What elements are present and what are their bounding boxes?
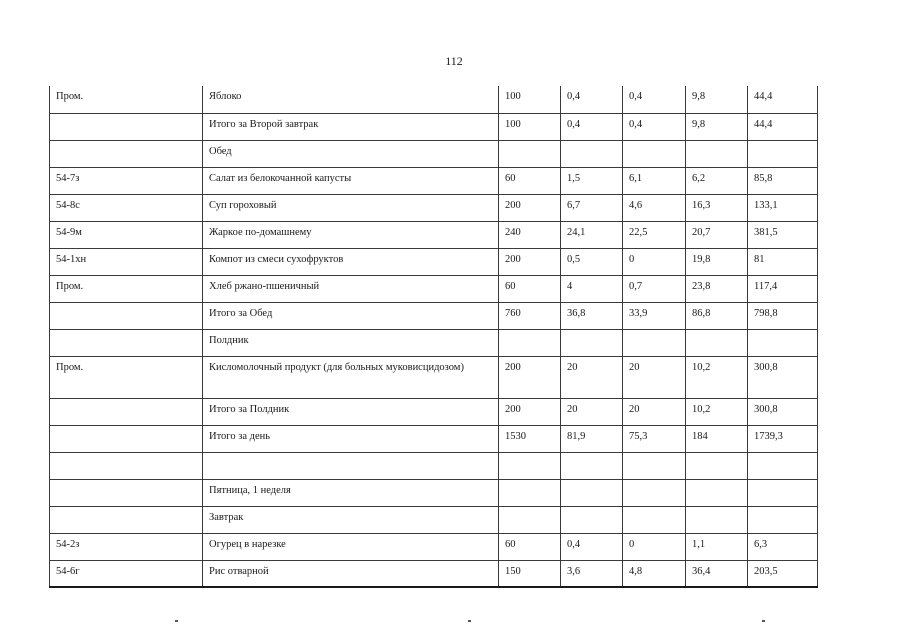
energy-cell: 133,1: [748, 194, 818, 221]
dish-name-cell: Завтрак: [203, 506, 499, 533]
fat-cell: 33,9: [623, 302, 686, 329]
menu-table: [49, 86, 818, 588]
protein-cell: 24,1: [561, 221, 623, 248]
dish-name-cell: [203, 452, 499, 479]
dish-name-cell: Суп гороховый: [203, 194, 499, 221]
protein-cell: 0,4: [561, 533, 623, 560]
recipe-code-cell: [50, 329, 203, 356]
protein-cell: [561, 329, 623, 356]
recipe-code-cell: 54-9м: [50, 221, 203, 248]
table-row: [50, 506, 818, 533]
table-row: [50, 452, 818, 479]
energy-cell: [748, 140, 818, 167]
weight-cell: [499, 479, 561, 506]
scan-mark: [175, 620, 178, 622]
table-row: [50, 194, 818, 221]
fat-cell: [623, 452, 686, 479]
dish-name-cell: Салат из белокочанной капусты: [203, 167, 499, 194]
carbs-cell: 36,4: [686, 560, 748, 587]
protein-cell: 6,7: [561, 194, 623, 221]
weight-cell: 60: [499, 275, 561, 302]
weight-cell: 200: [499, 248, 561, 275]
dish-name-cell: Итого за день: [203, 425, 499, 452]
fat-cell: [623, 506, 686, 533]
energy-cell: 300,8: [748, 356, 818, 398]
recipe-code-cell: 54-8с: [50, 194, 203, 221]
table-row: [50, 329, 818, 356]
recipe-code-cell: 54-7з: [50, 167, 203, 194]
table-row: [50, 356, 818, 398]
protein-cell: 1,5: [561, 167, 623, 194]
protein-cell: 0,5: [561, 248, 623, 275]
carbs-cell: [686, 479, 748, 506]
table-row: [50, 86, 818, 113]
weight-cell: 200: [499, 398, 561, 425]
weight-cell: 100: [499, 86, 561, 113]
fat-cell: 0: [623, 533, 686, 560]
energy-cell: 1739,3: [748, 425, 818, 452]
recipe-code-cell: [50, 302, 203, 329]
energy-cell: 44,4: [748, 113, 818, 140]
table-row: [50, 275, 818, 302]
weight-cell: 1530: [499, 425, 561, 452]
dish-name-cell: Хлеб ржано-пшеничный: [203, 275, 499, 302]
recipe-code-cell: Пром.: [50, 86, 203, 113]
weight-cell: 150: [499, 560, 561, 587]
table-row: [50, 140, 818, 167]
scan-mark: [762, 620, 765, 622]
energy-cell: 85,8: [748, 167, 818, 194]
carbs-cell: [686, 140, 748, 167]
fat-cell: 0,4: [623, 113, 686, 140]
table-row: [50, 221, 818, 248]
protein-cell: 0,4: [561, 86, 623, 113]
energy-cell: [748, 329, 818, 356]
table-row: [50, 302, 818, 329]
carbs-cell: 16,3: [686, 194, 748, 221]
recipe-code-cell: [50, 113, 203, 140]
table-row: [50, 479, 818, 506]
weight-cell: 760: [499, 302, 561, 329]
protein-cell: 81,9: [561, 425, 623, 452]
carbs-cell: [686, 452, 748, 479]
weight-cell: 100: [499, 113, 561, 140]
recipe-code-cell: 54-1хн: [50, 248, 203, 275]
protein-cell: 0,4: [561, 113, 623, 140]
fat-cell: [623, 329, 686, 356]
weight-cell: [499, 452, 561, 479]
weight-cell: [499, 329, 561, 356]
energy-cell: [748, 479, 818, 506]
fat-cell: 75,3: [623, 425, 686, 452]
dish-name-cell: Обед: [203, 140, 499, 167]
recipe-code-cell: [50, 398, 203, 425]
protein-cell: 20: [561, 398, 623, 425]
recipe-code-cell: [50, 425, 203, 452]
recipe-code-cell: [50, 479, 203, 506]
recipe-code-cell: [50, 506, 203, 533]
recipe-code-cell: Пром.: [50, 275, 203, 302]
recipe-code-cell: [50, 140, 203, 167]
weight-cell: 240: [499, 221, 561, 248]
fat-cell: 0,4: [623, 86, 686, 113]
energy-cell: 203,5: [748, 560, 818, 587]
protein-cell: [561, 140, 623, 167]
table-row: [50, 398, 818, 425]
energy-cell: 44,4: [748, 86, 818, 113]
weight-cell: 60: [499, 533, 561, 560]
scan-mark: [468, 620, 471, 622]
energy-cell: 798,8: [748, 302, 818, 329]
table-row: [50, 113, 818, 140]
carbs-cell: [686, 506, 748, 533]
dish-name-cell: Жаркое по-домашнему: [203, 221, 499, 248]
fat-cell: [623, 140, 686, 167]
weight-cell: [499, 140, 561, 167]
fat-cell: 4,8: [623, 560, 686, 587]
dish-name-cell: Полдник: [203, 329, 499, 356]
energy-cell: 300,8: [748, 398, 818, 425]
protein-cell: 4: [561, 275, 623, 302]
dish-name-cell: Итого за Полдник: [203, 398, 499, 425]
fat-cell: 0: [623, 248, 686, 275]
energy-cell: 6,3: [748, 533, 818, 560]
energy-cell: [748, 506, 818, 533]
weight-cell: 200: [499, 194, 561, 221]
carbs-cell: 9,8: [686, 113, 748, 140]
table-row: [50, 248, 818, 275]
fat-cell: 20: [623, 398, 686, 425]
protein-cell: [561, 506, 623, 533]
fat-cell: 22,5: [623, 221, 686, 248]
table-row: [50, 167, 818, 194]
carbs-cell: 86,8: [686, 302, 748, 329]
dish-name-cell: Огурец в нарезке: [203, 533, 499, 560]
fat-cell: 0,7: [623, 275, 686, 302]
recipe-code-cell: [50, 452, 203, 479]
carbs-cell: 1,1: [686, 533, 748, 560]
fat-cell: [623, 479, 686, 506]
carbs-cell: 9,8: [686, 86, 748, 113]
protein-cell: [561, 479, 623, 506]
table-row: [50, 560, 818, 587]
carbs-cell: 20,7: [686, 221, 748, 248]
energy-cell: 381,5: [748, 221, 818, 248]
recipe-code-cell: 54-2з: [50, 533, 203, 560]
dish-name-cell: Кисломолочный продукт (для больных муковисцидозом): [203, 356, 499, 398]
table-row: [50, 425, 818, 452]
energy-cell: 81: [748, 248, 818, 275]
recipe-code-cell: Пром.: [50, 356, 203, 398]
page-number: 112: [445, 54, 463, 68]
energy-cell: [748, 452, 818, 479]
fat-cell: 4,6: [623, 194, 686, 221]
weight-cell: 200: [499, 356, 561, 398]
dish-name-cell: Компот из смеси сухофруктов: [203, 248, 499, 275]
carbs-cell: 10,2: [686, 356, 748, 398]
dish-name-cell: Яблоко: [203, 86, 499, 113]
weight-cell: 60: [499, 167, 561, 194]
recipe-code-cell: 54-6г: [50, 560, 203, 587]
carbs-cell: 19,8: [686, 248, 748, 275]
protein-cell: 36,8: [561, 302, 623, 329]
fat-cell: 20: [623, 356, 686, 398]
carbs-cell: 184: [686, 425, 748, 452]
weight-cell: [499, 506, 561, 533]
protein-cell: 3,6: [561, 560, 623, 587]
carbs-cell: [686, 329, 748, 356]
carbs-cell: 23,8: [686, 275, 748, 302]
table-row: [50, 533, 818, 560]
dish-name-cell: Пятница, 1 неделя: [203, 479, 499, 506]
dish-name-cell: Итого за Обед: [203, 302, 499, 329]
protein-cell: 20: [561, 356, 623, 398]
dish-name-cell: Итого за Второй завтрак: [203, 113, 499, 140]
menu-table-body: [50, 86, 818, 587]
protein-cell: [561, 452, 623, 479]
carbs-cell: 6,2: [686, 167, 748, 194]
carbs-cell: 10,2: [686, 398, 748, 425]
fat-cell: 6,1: [623, 167, 686, 194]
energy-cell: 117,4: [748, 275, 818, 302]
dish-name-cell: Рис отварной: [203, 560, 499, 587]
